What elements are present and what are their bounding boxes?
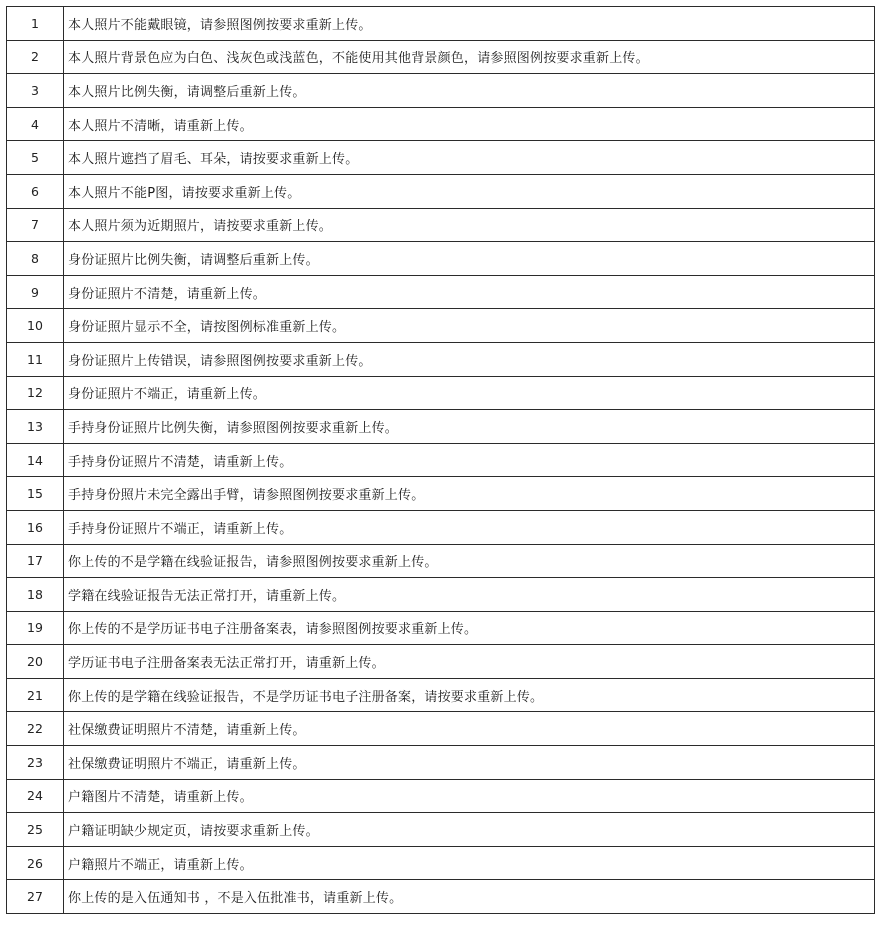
- table-row: [7, 342, 875, 376]
- row-number: 14: [7, 443, 64, 477]
- row-number: 19: [7, 611, 64, 645]
- row-reason: 你上传的是学籍在线验证报告，不是学历证书电子注册备案，请按要求重新上传。: [64, 678, 875, 712]
- table-row: [7, 74, 875, 108]
- row-reason: 身份证照片不端正，请重新上传。: [64, 376, 875, 410]
- table-row: [7, 174, 875, 208]
- row-reason: 你上传的是入伍通知书 ，不是入伍批准书，请重新上传。: [64, 880, 875, 914]
- row-number: 1: [7, 7, 64, 41]
- row-reason: 学籍在线验证报告无法正常打开，请重新上传。: [64, 578, 875, 612]
- row-reason: 身份证照片上传错误，请参照图例按要求重新上传。: [64, 342, 875, 376]
- table-row: [7, 645, 875, 679]
- table-row: [7, 410, 875, 444]
- row-number: 17: [7, 544, 64, 578]
- row-reason: 身份证照片不清楚，请重新上传。: [64, 275, 875, 309]
- row-number: 2: [7, 40, 64, 74]
- row-number: 11: [7, 342, 64, 376]
- row-reason: 户籍证明缺少规定页，请按要求重新上传。: [64, 813, 875, 847]
- row-number: 21: [7, 678, 64, 712]
- row-number: 13: [7, 410, 64, 444]
- row-number: 16: [7, 510, 64, 544]
- table-row: [7, 544, 875, 578]
- row-number: 18: [7, 578, 64, 612]
- table-row: [7, 40, 875, 74]
- table-row: [7, 880, 875, 914]
- row-reason: 本人照片不能戴眼镜，请参照图例按要求重新上传。: [64, 7, 875, 41]
- row-number: 15: [7, 477, 64, 511]
- row-reason: 手持身份证照片不清楚，请重新上传。: [64, 443, 875, 477]
- row-reason: 手持身份证照片不端正，请重新上传。: [64, 510, 875, 544]
- row-number: 3: [7, 74, 64, 108]
- row-reason: 本人照片不能P图，请按要求重新上传。: [64, 174, 875, 208]
- row-number: 20: [7, 645, 64, 679]
- row-number: 25: [7, 813, 64, 847]
- row-reason: 户籍图片不清楚，请重新上传。: [64, 779, 875, 813]
- row-number: 5: [7, 141, 64, 175]
- row-reason: 学历证书电子注册备案表无法正常打开，请重新上传。: [64, 645, 875, 679]
- table-row: [7, 242, 875, 276]
- row-number: 27: [7, 880, 64, 914]
- table-row: [7, 7, 875, 41]
- row-number: 9: [7, 275, 64, 309]
- row-number: 22: [7, 712, 64, 746]
- row-reason: 本人照片须为近期照片，请按要求重新上传。: [64, 208, 875, 242]
- row-reason: 本人照片背景色应为白色、浅灰色或浅蓝色，不能使用其他背景颜色，请参照图例按要求重新上传。: [64, 40, 875, 74]
- row-reason: 你上传的不是学籍在线验证报告，请参照图例按要求重新上传。: [64, 544, 875, 578]
- table-row: [7, 477, 875, 511]
- row-number: 8: [7, 242, 64, 276]
- table-row: [7, 712, 875, 746]
- row-number: 6: [7, 174, 64, 208]
- row-reason: 户籍照片不端正，请重新上传。: [64, 846, 875, 880]
- table-row: [7, 443, 875, 477]
- table-row: [7, 813, 875, 847]
- row-reason: 本人照片遮挡了眉毛、耳朵，请按要求重新上传。: [64, 141, 875, 175]
- row-reason: 身份证照片比例失衡，请调整后重新上传。: [64, 242, 875, 276]
- row-reason: 手持身份证照片比例失衡，请参照图例按要求重新上传。: [64, 410, 875, 444]
- table-row: [7, 510, 875, 544]
- row-number: 24: [7, 779, 64, 813]
- table-row: [7, 309, 875, 343]
- row-reason: 身份证照片显示不全，请按图例标准重新上传。: [64, 309, 875, 343]
- rejection-reasons-table: [6, 6, 875, 914]
- row-reason: 社保缴费证明照片不清楚，请重新上传。: [64, 712, 875, 746]
- table-row: [7, 678, 875, 712]
- table-row: [7, 846, 875, 880]
- row-number: 4: [7, 107, 64, 141]
- row-reason: 本人照片不清晰，请重新上传。: [64, 107, 875, 141]
- row-number: 10: [7, 309, 64, 343]
- row-reason: 社保缴费证明照片不端正，请重新上传。: [64, 746, 875, 780]
- row-reason: 手持身份照片未完全露出手臂，请参照图例按要求重新上传。: [64, 477, 875, 511]
- row-reason: 本人照片比例失衡，请调整后重新上传。: [64, 74, 875, 108]
- row-number: 26: [7, 846, 64, 880]
- row-number: 23: [7, 746, 64, 780]
- row-reason: 你上传的不是学历证书电子注册备案表，请参照图例按要求重新上传。: [64, 611, 875, 645]
- rejection-reasons-sheet: [6, 6, 875, 914]
- table-row: [7, 376, 875, 410]
- row-number: 12: [7, 376, 64, 410]
- table-row: [7, 141, 875, 175]
- row-number: 7: [7, 208, 64, 242]
- table-row: [7, 578, 875, 612]
- table-row: [7, 779, 875, 813]
- table-row: [7, 275, 875, 309]
- table-row: [7, 107, 875, 141]
- table-row: [7, 746, 875, 780]
- table-row: [7, 611, 875, 645]
- table-row: [7, 208, 875, 242]
